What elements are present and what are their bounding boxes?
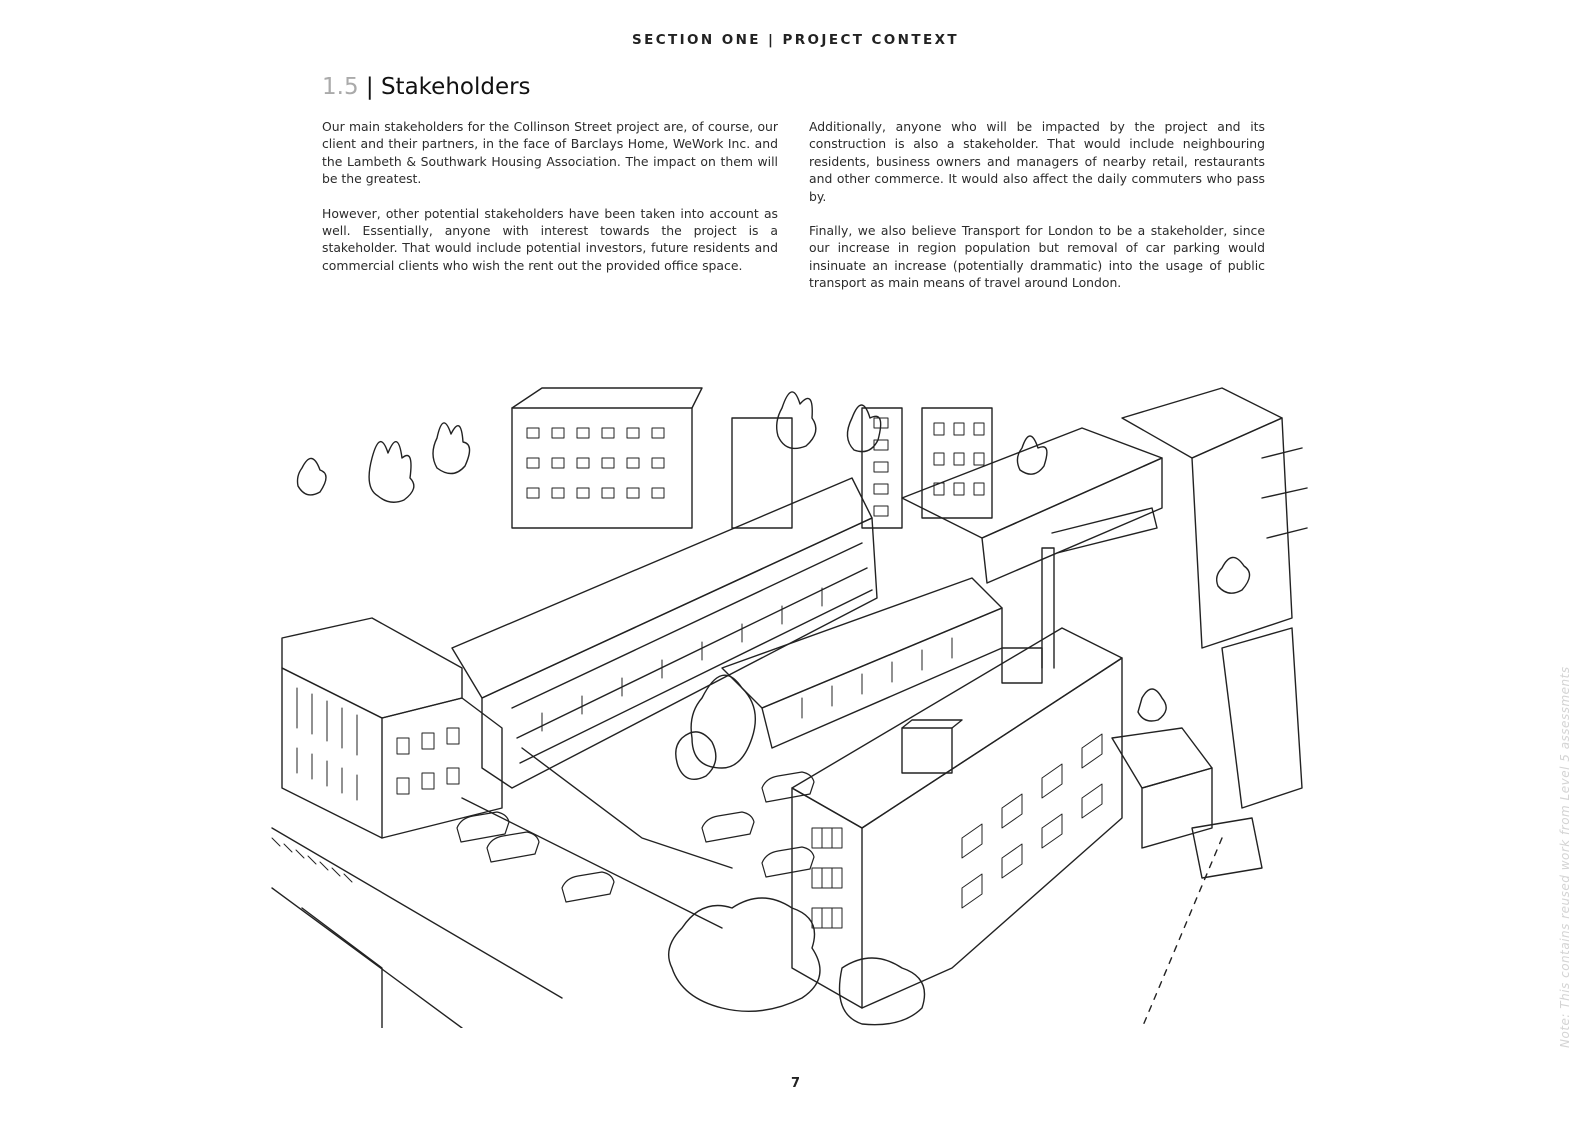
paragraph: Finally, we also believe Transport for London to be a stakeholder, since our increase in region population but removal of car parking would insinuate an increase (potentially drammatic) into the usage of public transport as main means of travel around London. — [809, 223, 1265, 291]
title-separator: | — [365, 74, 374, 100]
title-text: Stakeholders — [380, 74, 531, 100]
section-header: SECTION ONE | PROJECT CONTEXT — [631, 32, 960, 48]
side-note: Note: This contains reused work from Level 5 assessments — [1558, 666, 1572, 1048]
site-sketch-illustration — [262, 368, 1322, 1028]
background-trees — [298, 392, 1250, 721]
paragraph: Our main stakeholders for the Collinson Street project are, of course, our client and their partners, in the face of Barclays Home, WeWork Inc. and the Lambeth & Southwark Housing Association. The impact on them will be the greatest. — [322, 119, 778, 187]
main-building-roof — [792, 628, 1122, 828]
paragraph: However, other potential stakeholders have been taken into account as well. Essentially, anyone with interest towards the project is a stakeholder. That would include potential investors, future residents and commercial clients who wish the rent out the provided office space. — [322, 205, 778, 273]
paragraph: Additionally, anyone who will be impacted by the project and its construction is also a stakeholder. That would include neighbouring residents, business owners and managers of nearby retail, restaurants and other commerce. It would also affect the daily commuters who pass by. — [809, 119, 1265, 204]
tower-windows — [527, 418, 984, 516]
text-column-right — [809, 118, 1265, 309]
page-title — [322, 74, 531, 100]
text-column-left — [322, 118, 778, 291]
page-number: 7 — [790, 1076, 801, 1091]
section-number: 1.5 — [322, 74, 359, 100]
